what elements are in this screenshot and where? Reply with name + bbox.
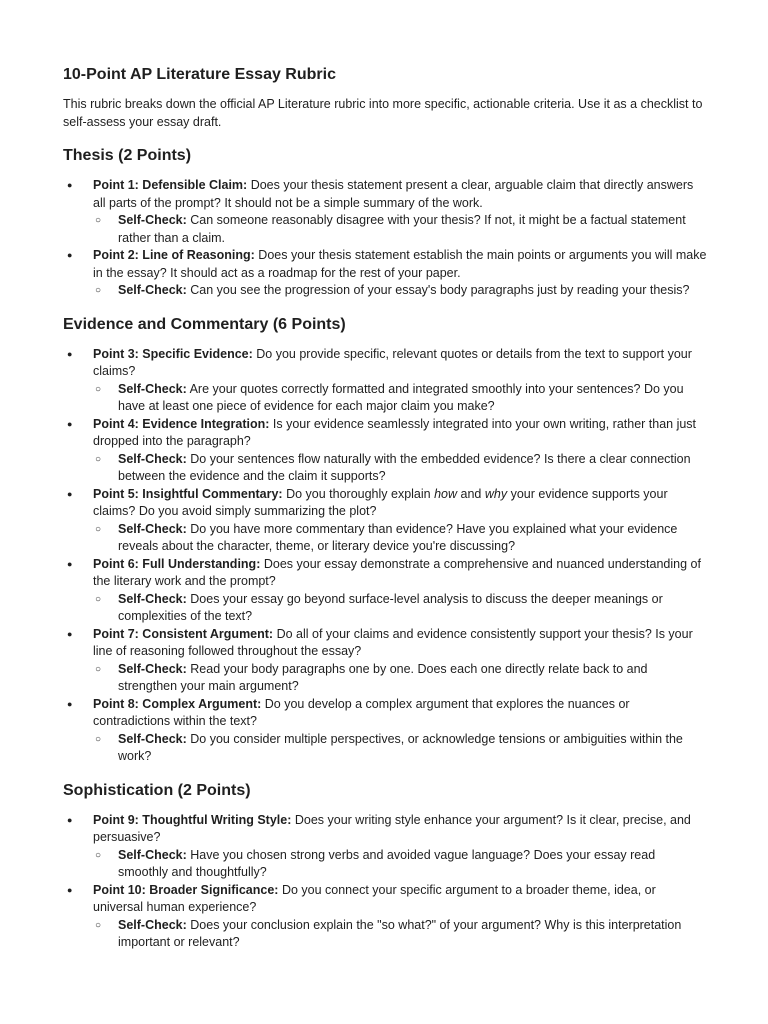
section-title-sophistication: Sophistication (2 Points) [63,781,251,799]
point-text: Do you provide specific, relevant quotes or details from the text to support your claims? [93,346,692,378]
point-label: Point 7: Consistent Argument: [93,626,274,641]
list-item [63,247,708,300]
self-check-label: Self-Check: [118,731,187,746]
self-check-list [93,591,708,626]
list-item [63,696,708,766]
self-check-label: Self-Check: [118,213,187,227]
section-title-evidence: Evidence and Commentary (6 Points) [63,315,346,333]
self-check-text: Do you have more commentary than evidence? Have you explained what your evidence reveals about the character, theme, or literary device you're discussing? [118,521,678,553]
list-item [63,486,708,556]
point-text: and [460,486,482,501]
point-label: Point 3: Specific Evidence: [93,346,253,361]
self-check-label: Self-Check: [118,381,187,396]
self-check-list [93,381,708,416]
self-check-label: Self-Check: [118,283,187,297]
self-check-text: Are your quotes correctly formatted and integrated smoothly into your sentences? Do you have at least one piece of evidence for each major claim you make? [118,381,684,413]
self-check-item [93,661,708,696]
point-text: your evidence supports your claims? Do you avoid simply summarizing the plot? [93,486,668,518]
point-text: Does your thesis statement establish the main points or arguments you will make in the essay? It should act as a roadmap for the rest of your paper. [93,248,707,280]
self-check-list [93,917,708,952]
self-check-item [93,282,708,300]
point-text: Is your evidence seamlessly integrated into your own writing, rather than just dropped into the paragraph? [93,416,697,448]
self-check-text: Does your essay go beyond surface-level analysis to discuss the deeper meanings or complexities of the text? [118,591,663,623]
points-list [63,177,708,300]
self-check-list [93,847,708,882]
self-check-text: Read your body paragraphs one by one. Does each one directly relate back to and strengthen your main argument? [118,661,648,693]
self-check-label: Self-Check: [118,591,187,606]
intro-paragraph: This rubric breaks down the official AP Literature rubric into more specific, actionable criteria. Use it as a checklist to self-assess your essay draft. [63,97,703,129]
document-title: 10-Point AP Literature Essay Rubric [63,66,336,83]
self-check-label: Self-Check: [118,521,187,536]
self-check-item [93,847,708,882]
point-label: Point 8: Complex Argument: [93,696,262,711]
self-check-item [93,212,708,247]
points-list [63,346,708,766]
self-check-list [93,731,708,766]
point-text: Does your thesis statement present a clear, arguable claim that directly answers all parts of the prompt? It should not be a simple summary of the work. [93,178,694,210]
point-label: Point 5: Insightful Commentary: [93,486,283,501]
self-check-list [93,521,708,556]
section-title-thesis: Thesis (2 Points) [63,147,192,164]
list-item [63,812,708,882]
self-check-label: Self-Check: [118,451,187,466]
point-label: Point 4: Evidence Integration: [93,416,270,431]
self-check-list [93,661,708,696]
self-check-list [93,212,708,247]
list-item [63,882,708,952]
point-label: Point 9: Thoughtful Writing Style: [93,812,292,827]
self-check-text: Do your sentences flow naturally with the embedded evidence? Is there a clear connection between the evidence and the claim it supports? [118,451,691,483]
list-item [63,416,708,486]
point-label: Point 2: Line of Reasoning: [93,248,255,262]
self-check-item [93,381,708,416]
self-check-item [93,451,708,486]
list-item [63,177,708,247]
point-emphasis: why [484,486,508,501]
point-label: Point 10: Broader Significance: [93,882,279,897]
self-check-text: Have you chosen strong verbs and avoided vague language? Does your essay read smoothly and thoughtfully? [118,847,656,879]
point-text: Do you connect your specific argument to a broader theme, idea, or universal human experience? [93,882,656,914]
self-check-text: Does your conclusion explain the "so what?" of your argument? Why is this interpretation important or relevant? [118,917,682,949]
self-check-list [93,451,708,486]
self-check-label: Self-Check: [118,917,187,932]
point-text: Does your writing style enhance your argument? Is it clear, precise, and persuasive? [93,812,691,844]
self-check-label: Self-Check: [118,847,187,862]
self-check-list [93,282,708,300]
list-item [63,556,708,626]
point-label: Point 1: Defensible Claim: [93,178,248,192]
list-item [63,626,708,696]
self-check-label: Self-Check: [118,661,187,676]
self-check-text: Can you see the progression of your essay's body paragraphs just by reading your thesis? [190,283,690,297]
self-check-text: Can someone reasonably disagree with your thesis? If not, it might be a factual statement rather than a claim. [118,213,686,245]
point-label: Point 6: Full Understanding: [93,556,261,571]
self-check-item [93,731,708,766]
point-text: Do you thoroughly explain [286,486,431,501]
self-check-item [93,591,708,626]
self-check-text: Do you consider multiple perspectives, or acknowledge tensions or ambiguities within the work? [118,731,683,763]
self-check-item [93,917,708,952]
point-text: Does your essay demonstrate a comprehensive and nuanced understanding of the literary work and the prompt? [93,556,701,588]
list-item [63,346,708,416]
point-text: Do you develop a complex argument that explores the nuances or contradictions within the text? [93,696,630,728]
self-check-item [93,521,708,556]
point-text: Do all of your claims and evidence consistently support your thesis? Is your line of reasoning followed throughout the essay? [93,626,693,658]
points-list [63,812,708,952]
point-emphasis: how [434,486,458,501]
